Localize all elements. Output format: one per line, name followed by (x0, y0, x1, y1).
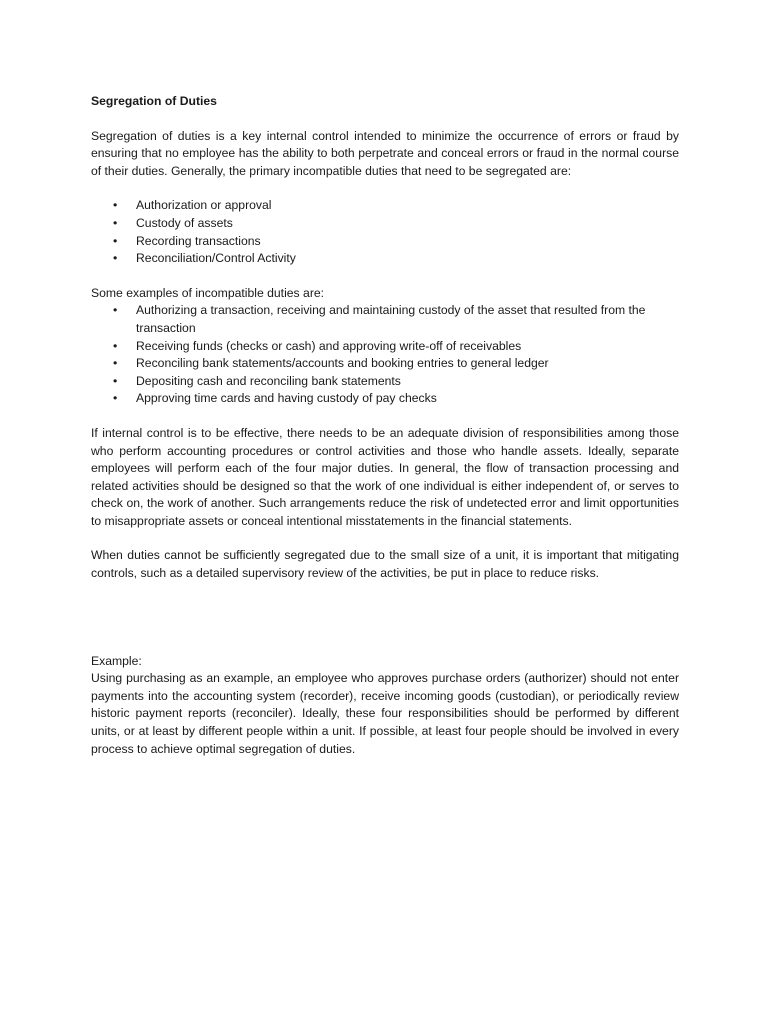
examples-list (91, 302, 679, 408)
list-item: • Reconciliation/Control Activity (91, 250, 679, 268)
example-label: Example: (91, 653, 142, 668)
list-item: • Reconciling bank statements/accounts and booking entries to general ledger (91, 355, 679, 373)
list-item: • Authorizing a transaction, receiving and maintaining custody of the asset that resulted from the transaction (91, 302, 679, 337)
list-item: • Depositing cash and reconciling bank statements (91, 373, 679, 391)
example-paragraph: Using purchasing as an example, an employee who approves purchase orders (authorizer) should not enter payments into the accounting system (recorder), receive incoming goods (custodian), or periodically review historic payment reports (reconciler). Ideally, these four responsibilities should be performed by different units, or at least by different people within a unit. If possible, at least four people should be involved in every process to achieve optimal segregation of duties. (91, 671, 679, 756)
control-paragraph: If internal control is to be effective, there needs to be an adequate division of responsibilities among those who perform accounting procedures or control activities and those who handle assets. Ideally, separate employees will perform each of the four major duties. In general, the flow of transaction processing and related activities should be designed so that the work of one individual is either independent of, or serves to check on, the work of another. Such arrangements reduce the risk of undetected error and limit opportunities to misappropriate assets or conceal intentional misstatements in the financial statements. (91, 425, 679, 528)
duties-list (91, 197, 679, 267)
list-item: • Custody of assets (91, 215, 679, 233)
document-page (91, 93, 679, 758)
list-item: • Receiving funds (checks or cash) and approving write-off of receivables (91, 338, 679, 356)
mitigation-paragraph: When duties cannot be sufficiently segregated due to the small size of a unit, it is important that mitigating controls, such as a detailed supervisory review of the activities, be put in place to reduce risks. (91, 548, 679, 581)
document-title: Segregation of Duties (91, 94, 217, 108)
list-item: • Authorization or approval (91, 197, 679, 215)
list-item: • Approving time cards and having custody of pay checks (91, 390, 679, 408)
intro-paragraph: Segregation of duties is a key internal control intended to minimize the occurrence of errors or fraud by ensuring that no employee has the ability to both perpetrate and conceal errors or fraud in the normal course of their duties. Generally, the primary incompatible duties that need to be segregated are: (91, 128, 679, 178)
examples-intro: Some examples of incompatible duties are: (91, 285, 325, 300)
list-item: • Recording transactions (91, 233, 679, 251)
